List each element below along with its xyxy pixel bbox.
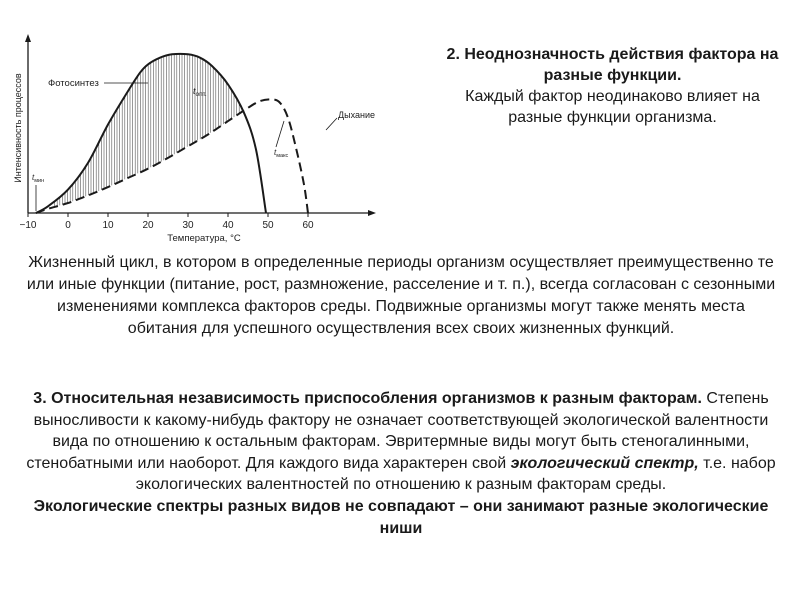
photosynthesis-label: Фотосинтез: [48, 78, 99, 89]
section-3-title: 3. Относительная независимость приспособления организмов к разным факторам.: [33, 390, 702, 407]
ecological-spectrum-term: экологический спектр,: [510, 454, 699, 472]
section-2: [440, 44, 785, 128]
section-3: [24, 388, 778, 539]
x-tick-label: 40: [222, 220, 234, 231]
x-tick-label: 60: [302, 220, 314, 231]
x-tick-label: −10: [19, 220, 37, 231]
y-axis-label: Интенсивность процессов: [13, 73, 23, 183]
life-cycle-paragraph: Жизненный цикл, в котором в определенные периоды организм осуществляет преимущественно те или иные функции (питание, рост, размножение, расселение и т. п.), всегда согласован с сезонными изменениями комплекса факторов среды. Подвижные организмы могут также менять места обитания для успешного осуществления всех своих жизненных функций.: [26, 254, 776, 337]
x-axis-arrow: [368, 210, 376, 216]
temperature-process-chart: [8, 30, 428, 252]
section-3-text-b: т.е. набор экологических валентностей по отношению к разным факторам среды.: [135, 454, 776, 494]
section-2-title: 2. Неоднозначность действия фактора на разные функции.: [446, 46, 779, 84]
x-tick-label: 20: [142, 220, 154, 231]
x-tick-label: 50: [262, 220, 274, 231]
x-tick-label: 0: [65, 220, 71, 231]
x-axis-label: Температура, °С: [167, 233, 241, 244]
respiration-leader: [326, 118, 337, 130]
section-3-conclusion: Экологические спектры разных видов не совпадают – они занимают разные экологические ниши: [33, 497, 769, 537]
x-tick-label: 10: [102, 220, 114, 231]
chart-svg: [8, 30, 428, 252]
respiration-curve: [36, 99, 308, 213]
respiration-label: Дыхание: [338, 110, 375, 120]
t-min-label: $t_{мин}$: [32, 173, 45, 184]
t-max-leader: [276, 121, 284, 147]
x-axis-ticks: [20, 213, 314, 231]
t-max-label: $t_{макс}$: [274, 148, 289, 159]
x-tick-label: 30: [182, 220, 194, 231]
t-opt-label: $t_{опт.}$: [193, 86, 207, 98]
section-2-text: Каждый фактор неодинаково влияет на разные функции организма.: [465, 88, 760, 126]
y-axis-arrow: [25, 34, 31, 42]
section-3-text-a: Степень выносливости к какому-нибудь фактору не означает соответствующей экологической валентности вида по отношению к остальным факторам. Эвритермные виды могут быть стеногалинными, стенобатными или наоборот. Для каждого вида характерен свой: [26, 390, 769, 472]
